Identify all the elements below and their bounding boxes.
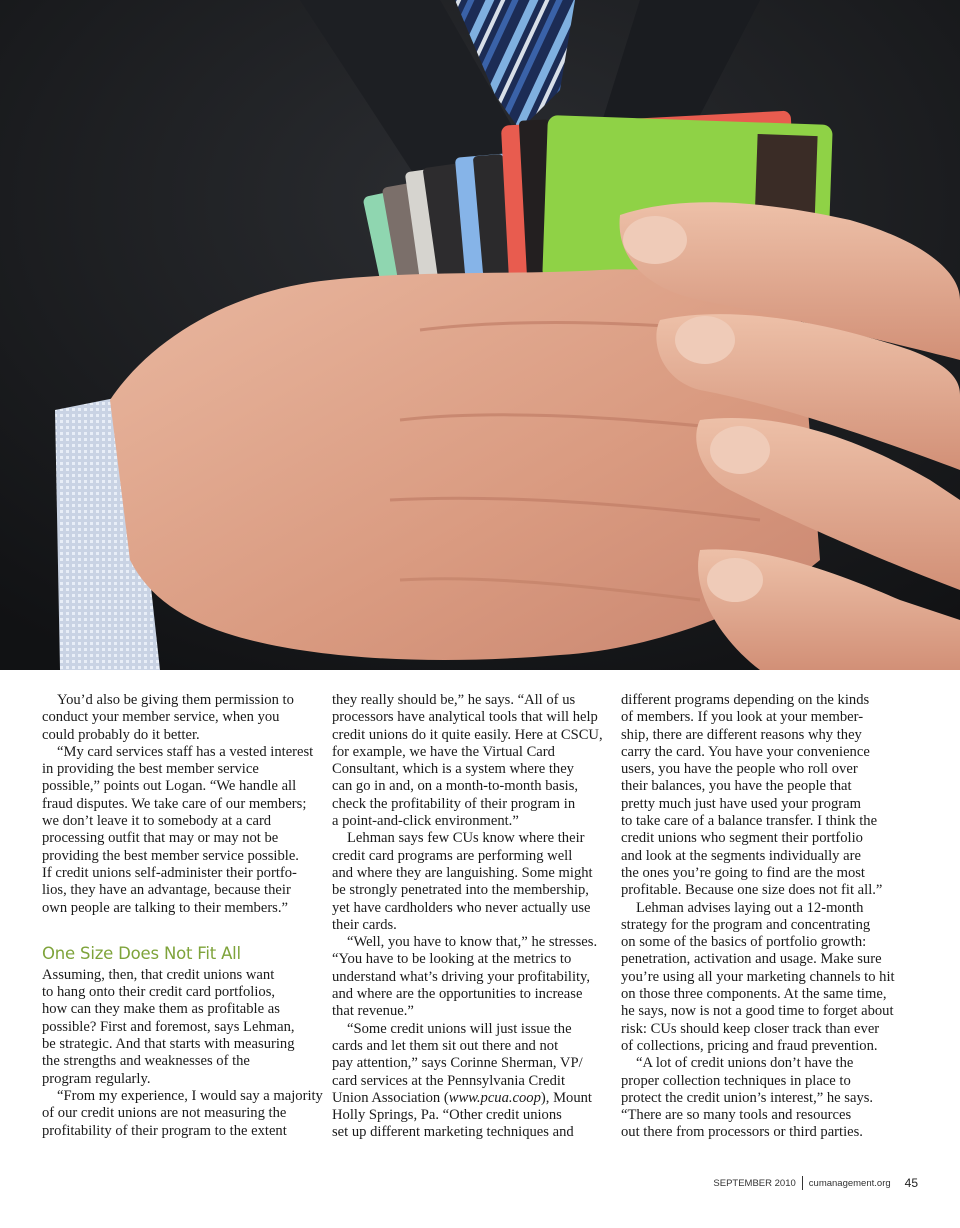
body-text-line: processing outfit that may or may not be (42, 830, 279, 847)
body-text-line: the ones you’re going to find are the most (621, 864, 865, 881)
body-text-line: of members. If you look at your member- (621, 709, 864, 726)
body-text-line: on some of the basics of portfolio growth: (621, 934, 867, 951)
body-text-line: strategy for the program and concentrating (621, 916, 871, 933)
page-number: 45 (904, 1176, 918, 1190)
body-text-line: Assuming, then, that credit unions want (42, 966, 275, 983)
body-text-line: to hang onto their credit card portfolios, (42, 984, 276, 1001)
body-text-line: we don’t leave it to somebody at a card (42, 813, 272, 830)
body-text-line: conduct your member service, when you (42, 709, 280, 726)
body-text-line: they really should be,” he says. “All of us (332, 692, 576, 708)
body-text-line: lios, they have an advantage, because their (42, 882, 291, 899)
body-text-line: If credit unions self-administer their portfo- (42, 864, 297, 881)
body-text-line: “My card services staff has a vested interest (57, 743, 314, 760)
body-text-line: pay attention,” says Corinne Sherman, VP/ (332, 1055, 583, 1072)
body-text-line: possible,” points out Logan. “We handle all (42, 778, 297, 795)
body-text-line: set up different marketing techniques and (332, 1124, 574, 1141)
body-text-line: credit card programs are performing well (332, 847, 573, 864)
body-text-line: processors have analytical tools that will help (332, 709, 598, 726)
body-text-line: in providing the best member service (42, 761, 259, 778)
body-text-line: fraud disputes. We take care of our members; (42, 795, 307, 812)
body-text-line: of collections, pricing and fraud prevention. (621, 1037, 878, 1054)
body-text-line: you’re using all your marketing channels to hit (621, 968, 895, 985)
body-text-line: You’d also be giving them permission to (57, 692, 294, 708)
body-text-line: carry the card. You have your convenience (621, 743, 870, 760)
body-text-line: can go in and, on a month-to-month basis, (332, 778, 579, 795)
body-text-fragment: Union Association ( (332, 1089, 449, 1106)
body-text-line: that revenue.” (332, 1003, 414, 1020)
footer-divider (802, 1176, 803, 1190)
article-column-2 (332, 692, 604, 1142)
body-text-line: pretty much just have used your program (621, 795, 861, 812)
body-text-line: users, you have the people who roll over (621, 761, 858, 778)
body-text-line: credit unions who segment their portfolio (621, 830, 863, 847)
body-text-line: and where are the opportunities to increase (332, 986, 583, 1003)
body-text-line: protect the credit union’s interest,” he says. (621, 1089, 874, 1106)
body-text-line: credit unions do it quite easily. Here at CSCU, (332, 726, 603, 743)
body-text-line: out there from processors or third parties. (621, 1124, 863, 1141)
body-text-line: profitable. Because one size does not fit all.” (621, 882, 883, 899)
body-text-line: and look at the segments individually are (621, 847, 861, 864)
body-text-line: to take care of a balance transfer. I think the (621, 813, 878, 830)
body-text-line: Lehman advises laying out a 12-month (636, 899, 864, 916)
pcua-website-link[interactable]: www.pcua.coop (448, 1089, 541, 1106)
body-text-line: and where they are languishing. Some might (332, 864, 593, 881)
page-footer (713, 1176, 918, 1190)
body-text-line: penetration, activation and usage. Make sure (621, 951, 882, 968)
body-text-line: be strongly penetrated into the membership, (332, 882, 589, 899)
body-text-line: “You have to be looking at the metrics to (332, 951, 572, 968)
body-text-line: for example, we have the Virtual Card (332, 743, 555, 760)
body-text-line: the strengths and weaknesses of the (42, 1053, 250, 1070)
article-column-1 (42, 692, 323, 1140)
body-text-line: their balances, you have the people that (621, 778, 852, 795)
body-text-line: Consultant, which is a system where they (332, 761, 574, 778)
body-text-line: possible? First and foremost, says Lehman, (42, 1018, 295, 1035)
body-text-line: “From my experience, I would say a majority (57, 1087, 323, 1104)
body-text-line: own people are talking to their members.” (42, 899, 288, 916)
body-text-line: program regularly. (42, 1070, 151, 1087)
body-text-line: their cards. (332, 916, 397, 933)
body-text-line: on those three components. At the same time, (621, 986, 887, 1003)
body-text-line: yet have cardholders who never actually use (332, 899, 591, 916)
body-text-line: “A lot of credit unions don’t have the (636, 1055, 854, 1072)
body-text-line-with-link (332, 1090, 604, 1107)
body-text-line: be strategic. And that starts with measuring (42, 1036, 295, 1053)
body-text-line: cards and let them sit out there and not (332, 1037, 559, 1054)
issue-date: SEPTEMBER 2010 (713, 1177, 796, 1189)
body-text-fragment: ), Mount (540, 1089, 592, 1106)
body-text-line: of our credit unions are not measuring the (42, 1105, 287, 1122)
body-text-line: proper collection techniques in place to (621, 1072, 851, 1089)
body-text-line: could probably do it better. (42, 726, 200, 743)
body-text-line: ship, there are different reasons why they (621, 726, 862, 743)
body-text-line: “There are so many tools and resources (621, 1107, 852, 1124)
body-text-line: different programs depending on the kinds (621, 692, 870, 708)
body-text-line: he says, now is not a good time to forget about (621, 1003, 894, 1020)
body-text-line: check the profitability of their program in (332, 795, 576, 812)
body-text-line: “Some credit unions will just issue the (347, 1020, 572, 1037)
body-text-line: understand what’s driving your profitability, (332, 968, 591, 985)
body-text-line: a point-and-click environment.” (332, 813, 519, 830)
article-column-3 (621, 692, 893, 1142)
section-subhead: One Size Does Not Fit All (42, 943, 241, 963)
body-text-line: providing the best member service possible. (42, 847, 299, 864)
body-text-line: “Well, you have to know that,” he stresses. (347, 934, 598, 951)
body-text-line: Lehman says few CUs know where their (347, 830, 585, 847)
website-link[interactable]: cumanagement.org (808, 1177, 891, 1189)
body-text-line: how can they make them as profitable as (42, 1001, 280, 1018)
body-text-line: risk: CUs should keep closer track than ever (621, 1020, 880, 1037)
body-text-line: card services at the Pennsylvania Credit (332, 1072, 566, 1089)
body-text-line: profitability of their program to the extent (42, 1122, 287, 1139)
body-text-line: Holly Springs, Pa. “Other credit unions (332, 1107, 562, 1124)
